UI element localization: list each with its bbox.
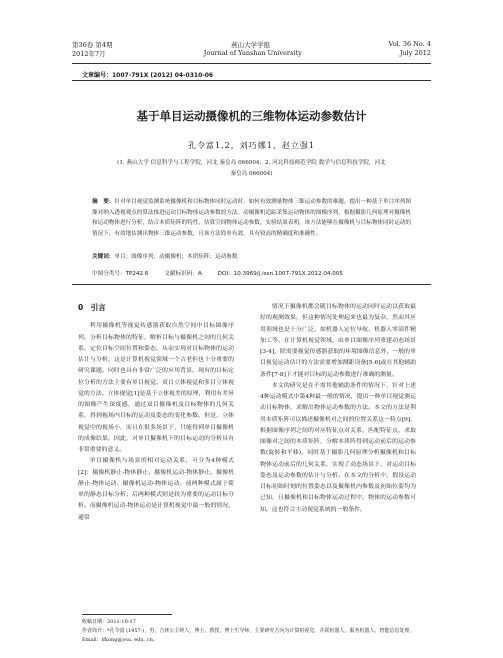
author-bio: 作者简介：*孔令富 (1957-)，男，吉林公主岭人，博士，教授，博士生导师，主要研究方向为计算机视觉、并联机器人，服务机器人、智能信息处理，Email：lfkong@ysu. edu. cn。	[82, 628, 415, 643]
volume-en: Vol. 36 No. 4	[388, 40, 431, 48]
affiliation-line-2: 秦皇岛 066004)	[230, 171, 273, 177]
left-column	[78, 302, 234, 524]
abstract-text: 针对单目视觉监测系统摄像机和目标物体同时运动时，如何有效测量物体三维运动参数的难题，提出一种基于单目序列图像对纳入透视观点的算法推进运动目标物体运动参数的方法。动摄像机追踪采集运动物体的图像序列，根据摄影几何原理对摄像机和运动物体进行分析，结合本质矩阵的特性，估算空间物体运动参数。实验结果表明，该方法能够在摄像机与目标物体同时运动的情况下，有效地估测出物体三维运动参数，且该方法简单有效，具有较高的精确度和准确性。	[92, 199, 411, 237]
right-column	[260, 302, 416, 516]
paragraph: 本文的研究是在不需其他辅助条件的情况下，针对上述4种运动模式中第4种最一般的情况，提出一种单目视觉测运动目标物体，求解出物体运动参数的方法。本文的方法是利用本质矩阵可以描述摄像机对之间的位置关系这一特点[9]，根据图像序列之间的对应特征点对关系，匹配特征点，求取图像对之间的本质矩阵，分解本质阵得到运动前后的运动参数(旋转和平移)，同时基于摄影几何原理分析摄像机和目标物体运动前后的几何关系，实现了动态场景下，对运动目标姿态及运动参数的估计与分析。在本文的分析中，假设运动目标初始时刻的位置姿态以及摄像机内参数及初始位姿均为已知，且摄像机和目标物体运动过程中，物体的运动参数可知，这也符合主动视觉系统的一般条件。	[260, 382, 416, 513]
journal-name-en: Journal of Yanshan University	[203, 49, 302, 57]
header-rule-bottom	[72, 80, 431, 81]
paragraph: 单目摄像机与场景的相对运动关系，可分为4种模式[2]：摄像机静止-物体静止、摄像机运动-物体静止、摄像机静止-物体运动、摄像机运动-物体运动。前两种模式属于简单的静态目标分析；后两种模式则是较为重要的运动目标分析。而摄像机运动-物体运动是计算机视觉中最一般的情况，通常	[78, 458, 234, 521]
running-header	[72, 40, 431, 58]
abstract-label: 摘 要：	[92, 199, 115, 205]
clc-number: 中图分类号：TP242.6	[92, 271, 149, 277]
journal-name-cn: 燕山大学学报	[231, 41, 271, 49]
paper-title: 基于单目运动摄像机的三维物体运动参数估计	[136, 109, 367, 123]
volume-cn: 第36卷 第4期	[72, 41, 113, 49]
keywords	[92, 252, 411, 260]
received-date: 收稿日期：2011-10-17	[82, 619, 136, 625]
footnote	[82, 618, 421, 645]
affiliations	[82, 158, 421, 180]
author-list: 孔令富1,2，刘巧娜1，赵立强1	[188, 141, 315, 150]
footnote-rule	[82, 614, 172, 615]
keywords-label: 关键词：	[92, 254, 115, 260]
date-cn: 2012年7月	[72, 50, 106, 58]
abstract-rule	[72, 284, 431, 285]
date-en: July 2012	[399, 49, 431, 57]
document-code: 文献标识码：A	[164, 271, 202, 277]
header-rule-top	[72, 63, 431, 64]
article-number: 文章编号：1007-791X (2012) 04-0310-06	[82, 72, 214, 79]
paragraph: 情况下摄像机都会随目标物体的运动同时运动以获取最好的观测效果，但这种情况处理起来也最为复杂，然而其应用领域也是十分广泛，如机器人定位导航、机器人零部件精加工等。在计算机视觉领域，由单目图像序列重建动态场景[3-4]，除需要视觉传感器获取的环境图像信息外，一般的单目视觉运动估计的方法需要增加测距设备[5-6]或在其他辅助条件[7-8]下才能对目标的运动参数进行准确的测量。	[260, 304, 416, 378]
section-heading: 0 引言	[78, 303, 106, 312]
keywords-text: 单目；图像序列；动摄像机；本质矩阵；运动参数	[114, 254, 238, 260]
classification-line	[92, 269, 411, 277]
paragraph: 利用摄像机等视觉传感器获取自然空间中目标图像序列，分析目标物体的特征，解析目标与摄像机之间的几何关系，定位目标空间位置和姿态，从而实现对目标物体的运动估计与分析，这是计算机视觉领域一个古老但也十分重要的研究课题。同时也具有非常广泛的应用背景。现有的目标定位分析的方法主要有单目视觉、双目立体视觉和多目立体视觉的方法。立体视觉[1]是基于立体视差的原理，利用有差异的图像产生深度感，通过双目摄像机及目标物体的几何关系，得到视场内目标的运动及姿态的变化参数。但是，立体视觉中的视场小，而且在很多场景下，只能得到单目摄像机的成像结果。因此，对单目摄像机下的目标运动的分析具有非常重要的意义。	[78, 323, 234, 453]
doi: DOI：10.3969/j.issn.1007-791X.2012.04.005	[217, 271, 343, 277]
affiliation-line-1: (1. 燕山大学 信息科学与工程学院，河北 秦皇岛 066004；2. 河北科技师范学院 数学与信息科技学院，河北	[117, 160, 386, 166]
abstract	[92, 197, 411, 239]
